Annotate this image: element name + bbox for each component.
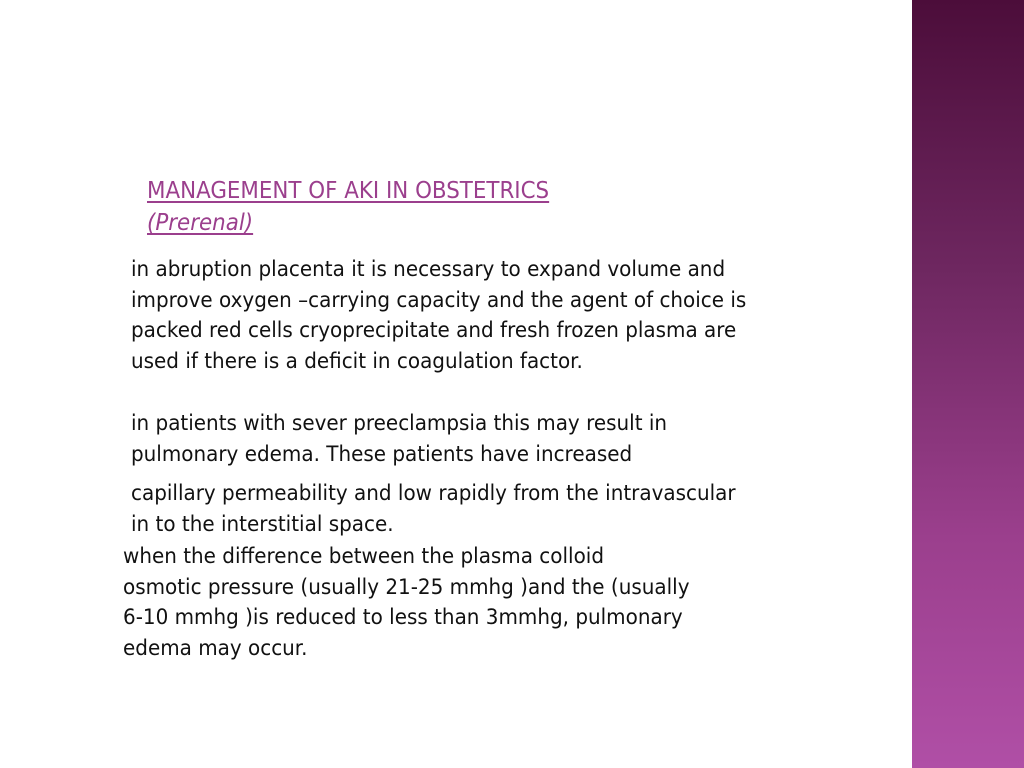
text-line: packed red cells cryoprecipitate and fresh frozen plasma are: [131, 318, 737, 342]
text-line: osmotic pressure (usually 21-25 mmhg )and the (usually: [123, 574, 690, 599]
decorative-side-band: [912, 0, 1024, 768]
title-text: MANAGEMENT OF AKI IN OBSTETRICS: [147, 178, 550, 204]
paragraph-oncotic-pressure: [123, 541, 690, 663]
slide-title: [147, 175, 549, 239]
text-line: when the difference between the plasma colloid: [123, 544, 604, 568]
text-line: in patients with sever preeclampsia this may result in: [131, 411, 668, 435]
title-subtitle: (Prerenal): [147, 210, 254, 236]
paragraph-preeclampsia: [131, 408, 667, 469]
text-line: edema may occur.: [123, 635, 308, 660]
text-line: capillary permeability and low rapidly from the intravascular: [131, 481, 736, 505]
paragraph-capillary-permeability: [131, 478, 736, 539]
text-line: in to the interstitial space.: [131, 511, 394, 536]
text-line: pulmonary edema. These patients have increased: [131, 441, 633, 466]
text-line: used if there is a deficit in coagulation factor.: [131, 348, 583, 373]
paragraph-abruption: [131, 254, 746, 376]
text-line: in abruption placenta it is necessary to expand volume and: [131, 257, 726, 281]
text-line: improve oxygen –carrying capacity and the agent of choice is: [131, 287, 747, 312]
text-line: 6-10 mmhg )is reduced to less than 3mmhg, pulmonary: [123, 605, 683, 629]
